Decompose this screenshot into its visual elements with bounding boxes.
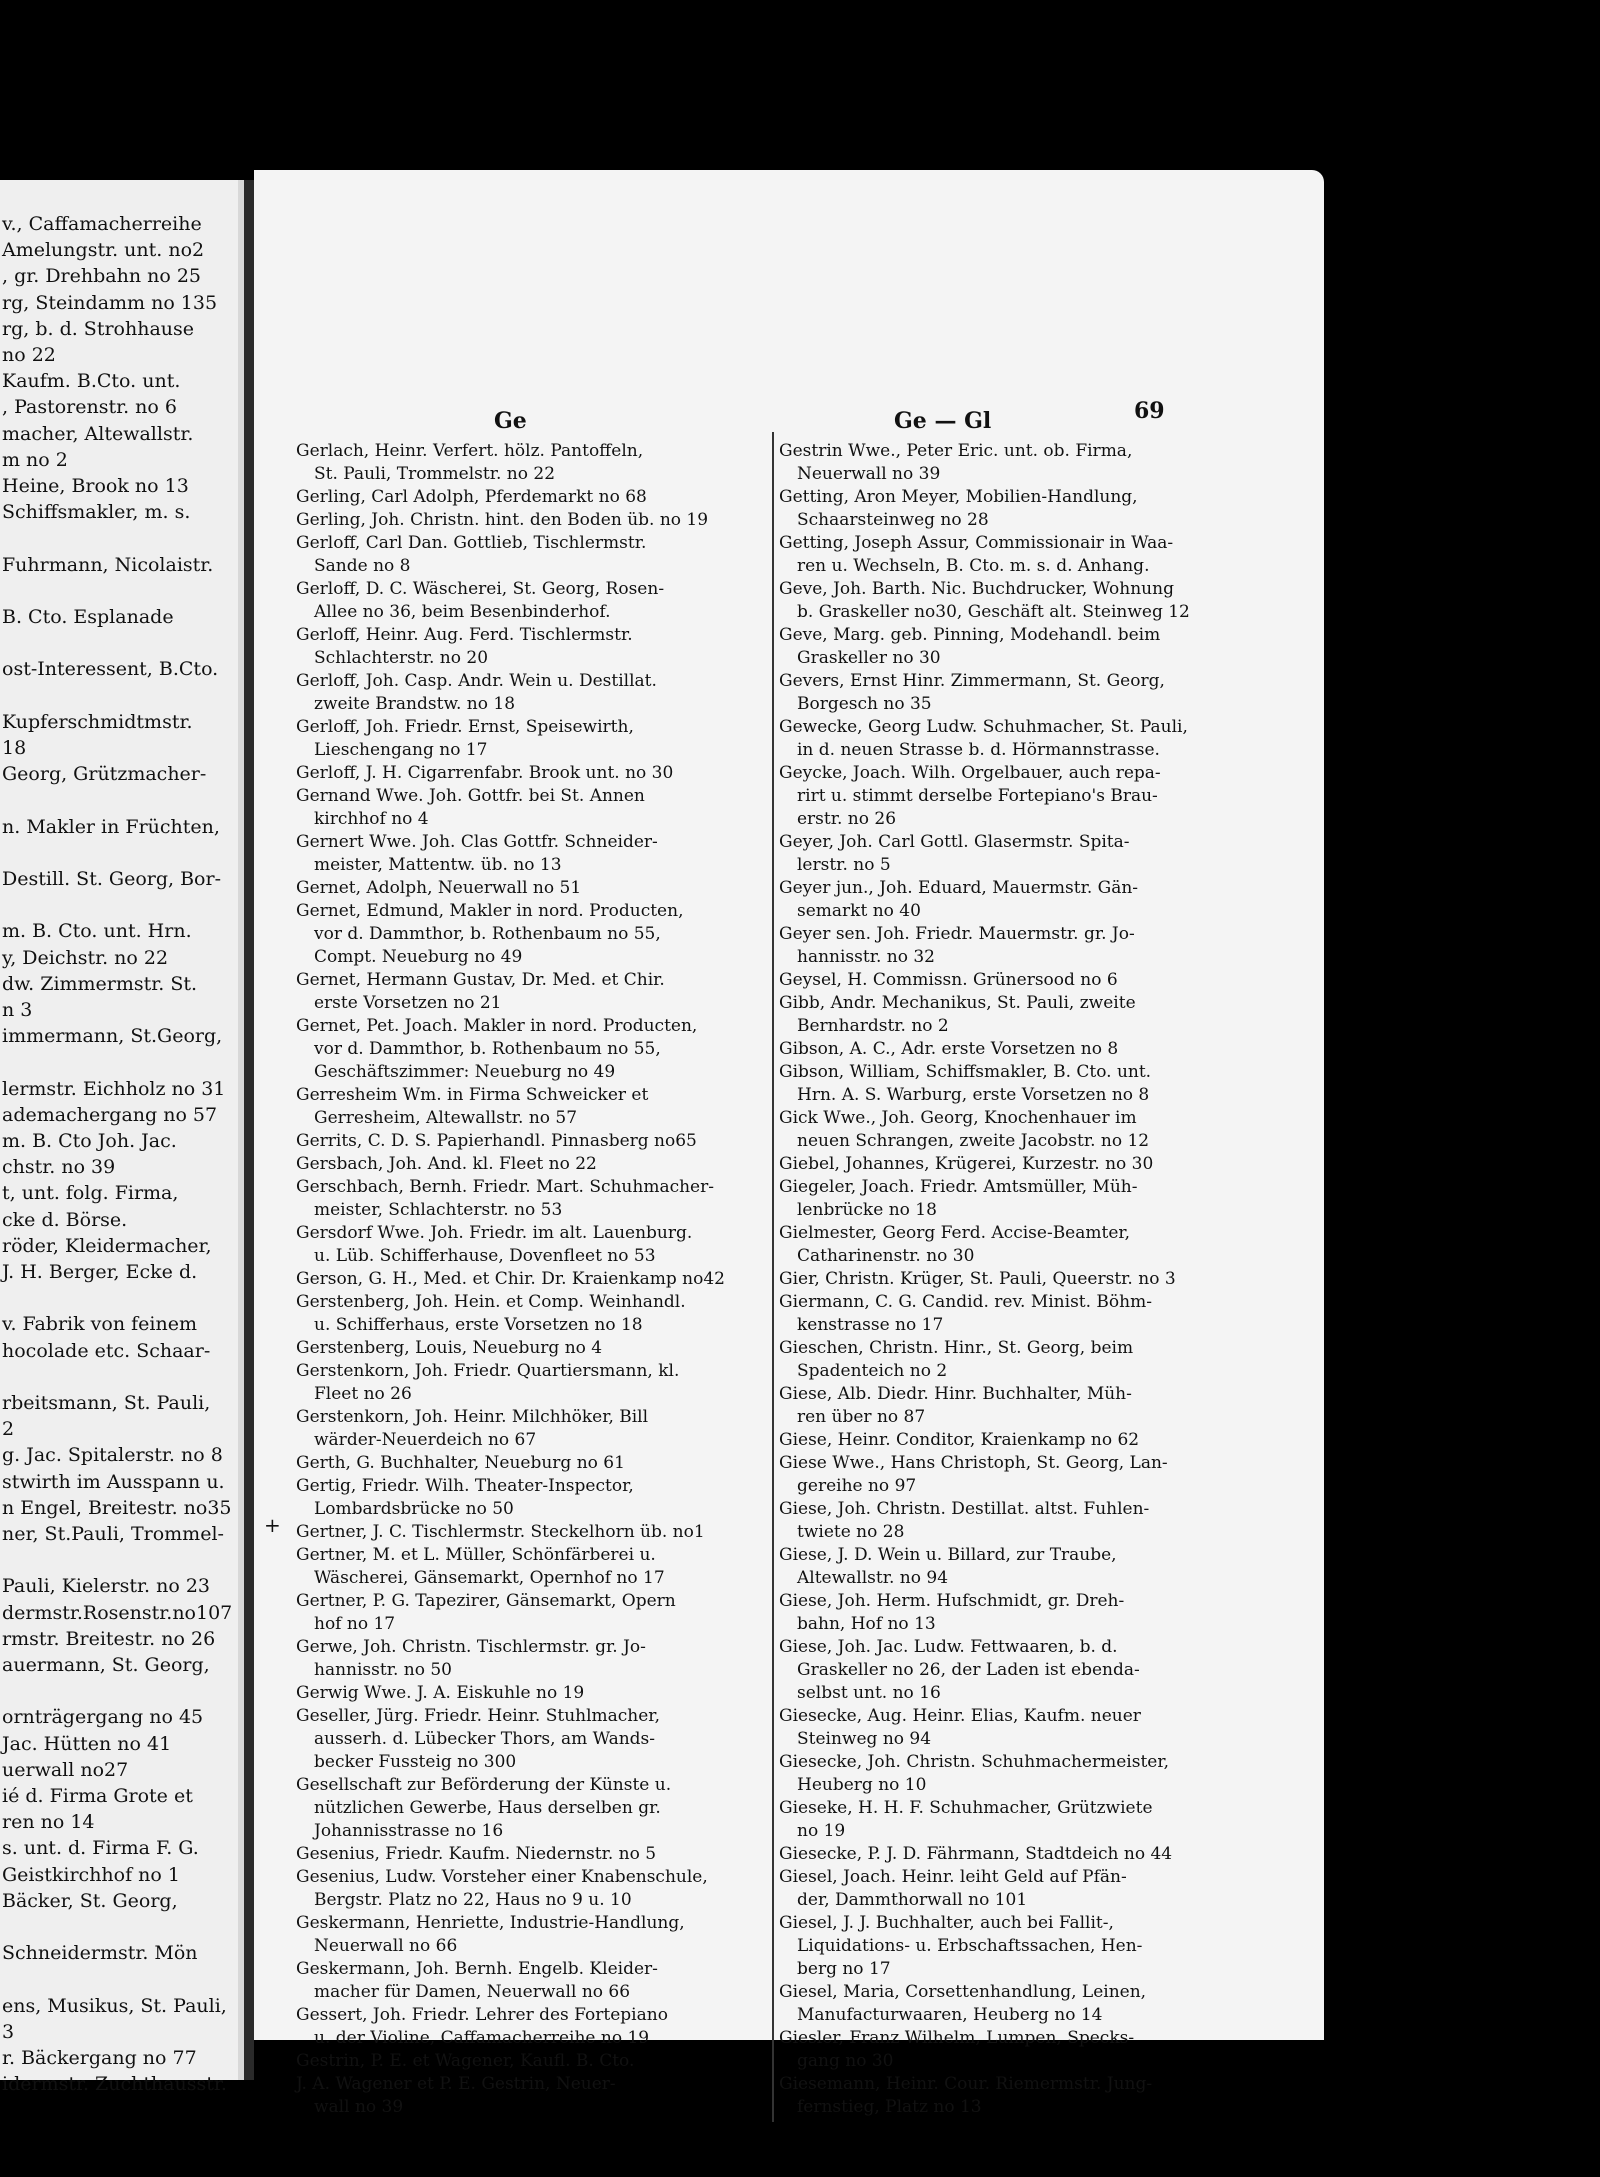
entry-continuation: twiete no 28 (797, 1522, 905, 1542)
directory-entry (779, 1222, 1289, 1268)
left-page-fragment (0, 180, 244, 2096)
entry-name: Gernet, Pet. Joach. Makler in nord. Producten, (296, 1016, 698, 1036)
directory-entry (779, 1843, 1289, 1866)
entry-continuation: Schaarsteinweg no 28 (797, 510, 989, 530)
entry-continuation: nützlichen Gewerbe, Haus derselben gr. (314, 1798, 661, 1818)
left-page-line: ost-Interessent, B.Cto. (2, 658, 219, 681)
entry-continuation: u. Lüb. Schifferhause, Dovenfleet no 53 (314, 1246, 656, 1266)
entry-continuation: Neuerwall no 66 (314, 1936, 458, 1956)
entry-continuation: semarkt no 40 (797, 901, 921, 921)
entry-name: Gibb, Andr. Mechanikus, St. Pauli, zweite (779, 993, 1136, 1013)
directory-entry (296, 532, 766, 578)
entry-name: Geve, Marg. geb. Pinning, Modehandl. beim (779, 625, 1161, 645)
directory-entry (779, 1107, 1289, 1153)
left-page-line: n 3 (2, 999, 33, 1021)
entry-name: Gerling, Joh. Christn. hint. den Boden üb. no 19 (296, 510, 709, 530)
left-page-line: ens, Musikus, St. Pauli, (2, 1994, 227, 2017)
entry-name: Giermann, C. G. Candid. rev. Minist. Böhm- (779, 1292, 1152, 1312)
directory-entry (296, 1452, 766, 1475)
directory-entry (779, 1797, 1289, 1843)
left-page-line: t, unt. folg. Firma, (2, 1182, 179, 1205)
directory-entry (779, 1268, 1289, 1291)
directory-entry (779, 1544, 1289, 1590)
directory-entry (296, 1636, 766, 1682)
entry-name: Gielmester, Georg Ferd. Accise-Beamter, (779, 1223, 1131, 1243)
directory-entry (296, 2050, 766, 2073)
entry-name: Giebel, Johannes, Krügerei, Kurzestr. no 30 (779, 1154, 1154, 1174)
directory-entry (296, 1843, 766, 1866)
entry-name: Gerwe, Joh. Christn. Tischlermstr. gr. Jo- (296, 1637, 646, 1657)
left-page-line: Fuhrmann, Nicolaistr. (2, 553, 214, 576)
left-page-line: n Engel, Breitestr. no35 (2, 1496, 232, 1519)
left-page-line: Schiffsmakler, m. s. (2, 501, 191, 524)
directory-entry (296, 509, 766, 532)
entry-name: Gerth, G. Buchhalter, Neueburg no 61 (296, 1453, 625, 1473)
entry-continuation: St. Pauli, Trommelstr. no 22 (314, 464, 556, 484)
entry-continuation: hannisstr. no 50 (314, 1660, 452, 1680)
entry-continuation: u. der Violine, Caffamacherreihe no 19 (314, 2028, 650, 2048)
directory-entry (296, 969, 766, 1015)
entry-continuation: wall no 39 (314, 2097, 404, 2117)
left-page-line: Georg, Grützmacher- (2, 763, 207, 786)
left-page-line: ademachergang no 57 (2, 1103, 218, 1126)
entry-continuation: ausserh. d. Lübecker Thors, am Wands- (314, 1729, 656, 1749)
entry-continuation: Wäscherei, Gänsemarkt, Opernhof no 17 (314, 1568, 665, 1588)
left-page-line: m. B. Cto Joh. Jac. (2, 1130, 177, 1152)
directory-entry (779, 1383, 1289, 1429)
entry-continuation: macher für Damen, Neuerwall no 66 (314, 1982, 631, 2002)
entry-name: Geve, Joh. Barth. Nic. Buchdrucker, Wohnung (779, 579, 1174, 599)
directory-entry (296, 578, 766, 624)
directory-entry (296, 900, 766, 969)
left-page-line: Kaufm. B.Cto. unt. (2, 370, 181, 393)
entry-name: Giesemann, Heinr. Cour. Riemermstr. Jung- (779, 2074, 1153, 2094)
left-page-line: 3 (2, 2020, 15, 2043)
directory-entry (296, 1130, 766, 1153)
directory-entry (779, 1429, 1289, 1452)
left-page-line: s. unt. d. Firma F. G. (2, 1837, 199, 1860)
left-page-line: ornträgergang no 45 (2, 1706, 204, 1729)
entry-name: Gertner, J. C. Tischlermstr. Steckelhorn üb. no1 (296, 1522, 705, 1542)
directory-entry (779, 578, 1289, 624)
directory-entry (296, 1222, 766, 1268)
column-right (779, 440, 1289, 2119)
entry-name: Gerresheim Wm. in Firma Schweicker et (296, 1085, 649, 1105)
entry-name: Giesel, Maria, Corsettenhandlung, Leinen, (779, 1982, 1147, 2002)
left-page-line: Amelungstr. unt. no2 (2, 239, 205, 262)
directory-entry (296, 1360, 766, 1406)
entry-name: Giesler, Franz Wilhelm, Lumpen, Specks- (779, 2028, 1135, 2048)
entry-name: Giesel, J. J. Buchhalter, auch bei Fallit-, (779, 1913, 1114, 1933)
left-page-line: dermstr.Rosenstr.no107 (2, 1601, 233, 1624)
entry-name: Gerloff, Heinr. Aug. Ferd. Tischlermstr. (296, 625, 633, 645)
entry-name: Gesellschaft zur Beförderung der Künste u. (296, 1775, 672, 1795)
directory-entry (296, 1590, 766, 1636)
entry-continuation: hof no 17 (314, 1614, 396, 1634)
directory-entry (779, 532, 1289, 578)
entry-name: Gerloff, Joh. Casp. Andr. Wein u. Destillat. (296, 671, 657, 691)
entry-continuation: ren u. Wechseln, B. Cto. m. s. d. Anhang. (797, 556, 1150, 576)
entry-continuation: no 19 (797, 1821, 846, 1841)
directory-entry (779, 1590, 1289, 1636)
entry-name: Gersbach, Joh. And. kl. Fleet no 22 (296, 1154, 597, 1174)
entry-name: Gewecke, Georg Ludw. Schuhmacher, St. Pauli, (779, 717, 1188, 737)
entry-continuation: lerstr. no 5 (797, 855, 891, 875)
entry-continuation: Graskeller no 26, der Laden ist ebenda- (797, 1660, 1140, 1680)
entry-name: Gerstenkorn, Joh. Friedr. Quartiersmann, kl. (296, 1361, 680, 1381)
left-page-line: J. H. Berger, Ecke d. (2, 1261, 198, 1283)
entry-name: Geyer sen. Joh. Friedr. Mauermstr. gr. Jo- (779, 924, 1135, 944)
directory-entry (296, 831, 766, 877)
left-page-line: Destill. St. Georg, Bor- (2, 868, 221, 890)
entry-name: Gick Wwe., Joh. Georg, Knochenhauer im (779, 1108, 1137, 1128)
directory-entry (779, 992, 1289, 1038)
entry-name: Geseller, Jürg. Friedr. Heinr. Stuhlmacher, (296, 1706, 660, 1726)
entry-name: Giese Wwe., Hans Christoph, St. Georg, Lan- (779, 1453, 1168, 1473)
entry-name: Gertner, M. et L. Müller, Schönfärberei u. (296, 1545, 656, 1565)
directory-entry (779, 716, 1289, 762)
entry-continuation: gereihe no 97 (797, 1476, 917, 1496)
entry-continuation: Altewallstr. no 94 (797, 1568, 949, 1588)
entry-name: Gernert Wwe. Joh. Clas Gottfr. Schneider- (296, 832, 658, 852)
entry-continuation: Lieschengang no 17 (314, 740, 488, 760)
entry-name: Gertner, P. G. Tapezirer, Gänsemarkt, Opern (296, 1591, 676, 1611)
entry-name: Giese, Joh. Christn. Destillat. altst. Fuhlen- (779, 1499, 1150, 1519)
left-page-line: Jac. Hütten no 41 (2, 1732, 172, 1755)
left-page-line: 18 (2, 737, 27, 759)
entry-continuation: vor d. Dammthor, b. Rothenbaum no 55, (314, 924, 661, 944)
entry-name: Gerrits, C. D. S. Papierhandl. Pinnasberg no65 (296, 1131, 697, 1151)
entry-continuation: rirt u. stimmt derselbe Fortepiano's Brau- (797, 786, 1158, 806)
entry-continuation: becker Fussteig no 300 (314, 1752, 517, 1772)
entry-name: Gibson, William, Schiffsmakler, B. Cto. unt. (779, 1062, 1152, 1082)
entry-continuation: Schlachterstr. no 20 (314, 648, 489, 668)
directory-entry (296, 1337, 766, 1360)
entry-name: Giese, Joh. Herm. Hufschmidt, gr. Dreh- (779, 1591, 1125, 1611)
directory-entry (296, 1544, 766, 1590)
entry-name: Gerstenberg, Louis, Neueburg no 4 (296, 1338, 603, 1358)
entry-continuation: berg no 17 (797, 1959, 891, 1979)
entry-name: Gieschen, Christn. Hinr., St. Georg, beim (779, 1338, 1134, 1358)
directory-entry (779, 877, 1289, 923)
entry-continuation: gang no 30 (797, 2051, 894, 2071)
entry-name: Gerwig Wwe. J. A. Eiskuhle no 19 (296, 1683, 585, 1703)
left-page-line: auermann, St. Georg, (2, 1654, 210, 1676)
directory-entry (296, 1176, 766, 1222)
entry-continuation: Allee no 36, beim Besenbinderhof. (314, 602, 611, 622)
entry-name: Gerloff, Joh. Friedr. Ernst, Speisewirth, (296, 717, 634, 737)
directory-entry (779, 1705, 1289, 1751)
directory-entry (779, 1751, 1289, 1797)
directory-entry (779, 1912, 1289, 1981)
entry-name: Giese, Joh. Jac. Ludw. Fettwaaren, b. d. (779, 1637, 1118, 1657)
directory-entry (779, 923, 1289, 969)
entry-name: Giese, Heinr. Conditor, Kraienkamp no 62 (779, 1430, 1140, 1450)
directory-entry (296, 1084, 766, 1130)
entry-name: Gestrin Wwe., Peter Eric. unt. ob. Firma, (779, 441, 1133, 461)
entry-continuation: b. Graskeller no30, Geschäft alt. Steinweg 12 (797, 602, 1190, 622)
entry-name: Gerschbach, Bernh. Friedr. Mart. Schuhmacher- (296, 1177, 714, 1197)
entry-name: Geyer, Joh. Carl Gottl. Glasermstr. Spita- (779, 832, 1130, 852)
entry-name: Geycke, Joach. Wilh. Orgelbauer, auch repa- (779, 763, 1161, 783)
entry-name: Gernand Wwe. Joh. Gottfr. bei St. Annen (296, 786, 645, 806)
left-page-line: Kupferschmidtmstr. (2, 710, 193, 733)
entry-continuation: Hrn. A. S. Warburg, erste Vorsetzen no 8 (797, 1085, 1150, 1105)
entry-name: Geysel, H. Commissn. Grünersood no 6 (779, 970, 1118, 990)
entry-name: Gernet, Hermann Gustav, Dr. Med. et Chir. (296, 970, 665, 990)
directory-entry (296, 670, 766, 716)
entry-name: Gerson, G. H., Med. et Chir. Dr. Kraienkamp no42 (296, 1269, 725, 1289)
directory-entry (779, 1291, 1289, 1337)
directory-entry (779, 670, 1289, 716)
entry-continuation: fernstieg, Platz no 13 (797, 2097, 982, 2117)
running-head-left: Ge (494, 408, 527, 434)
entry-name: Gerstenkorn, Joh. Heinr. Milchhöker, Bill (296, 1407, 649, 1427)
entry-continuation: Neuerwall no 39 (797, 464, 941, 484)
entry-name: Gernet, Adolph, Neuerwall no 51 (296, 878, 582, 898)
entry-continuation: Graskeller no 30 (797, 648, 941, 668)
entry-continuation: selbst unt. no 16 (797, 1683, 941, 1703)
entry-continuation: hannisstr. no 32 (797, 947, 935, 967)
entry-continuation: Heuberg no 10 (797, 1775, 927, 1795)
entry-continuation: Bergstr. Platz no 22, Haus no 9 u. 10 (314, 1890, 632, 1910)
entry-continuation: Steinweg no 94 (797, 1729, 932, 1749)
directory-entry (779, 831, 1289, 877)
directory-entry (779, 1636, 1289, 1705)
entry-continuation: erste Vorsetzen no 21 (314, 993, 502, 1013)
entry-continuation: Spadenteich no 2 (797, 1361, 948, 1381)
directory-entry (296, 486, 766, 509)
directory-entry (779, 2073, 1289, 2119)
directory-entry (296, 762, 766, 785)
directory-entry (296, 1866, 766, 1912)
entry-name: Giese, J. D. Wein u. Billard, zur Traube, (779, 1545, 1117, 1565)
entry-name: Gertig, Friedr. Wilh. Theater-Inspector, (296, 1476, 634, 1496)
left-page-line: rg, b. d. Strohhause (2, 317, 195, 340)
left-page-line: macher, Altewallstr. (2, 422, 194, 445)
entry-continuation: Liquidations- u. Erbschaftssachen, Hen- (797, 1936, 1143, 1956)
entry-name: Gerlach, Heinr. Verfert. hölz. Pantoffeln, (296, 441, 644, 461)
directory-entry (779, 486, 1289, 532)
entry-name: Gerloff, J. H. Cigarrenfabr. Brook unt. no 30 (296, 763, 674, 783)
left-page-line: rbeitsmann, St. Pauli, (2, 1392, 211, 1414)
entry-continuation: Gerresheim, Altewallstr. no 57 (314, 1108, 578, 1128)
entry-continuation: Manufacturwaaren, Heuberg no 14 (797, 2005, 1103, 2025)
running-head-right: Ge — Gl (894, 408, 992, 434)
directory-entry (779, 1498, 1289, 1544)
entry-continuation: vor d. Dammthor, b. Rothenbaum no 55, (314, 1039, 661, 1059)
left-page-line: ren no 14 (2, 1811, 95, 1834)
entry-name: Gevers, Ernst Hinr. Zimmermann, St. Georg, (779, 671, 1165, 691)
entry-name: Giesecke, P. J. D. Fährmann, Stadtdeich no 44 (779, 1844, 1173, 1864)
directory-entry (296, 1958, 766, 2004)
directory-entry (296, 1912, 766, 1958)
directory-entry (296, 1774, 766, 1843)
entry-continuation: wärder-Neuerdeich no 67 (314, 1430, 537, 1450)
directory-entry (296, 1291, 766, 1337)
directory-entry (296, 785, 766, 831)
directory-entry (296, 624, 766, 670)
book-spine (244, 180, 254, 2080)
entry-continuation: zweite Brandstw. no 18 (314, 694, 516, 714)
entry-name: Gestrin, P. E. et Wagener, Kaufl. B. Cto. (296, 2051, 635, 2071)
entry-name: Giesecke, Aug. Heinr. Elias, Kaufm. neuer (779, 1706, 1141, 1726)
entry-name: Gerloff, D. C. Wäscherei, St. Georg, Rosen- (296, 579, 665, 599)
directory-entry (296, 1475, 766, 1521)
directory-entry (296, 440, 766, 486)
left-page-line: Bäcker, St. Georg, (2, 1889, 178, 1912)
left-page-line: ié d. Firma Grote et (2, 1785, 193, 1807)
left-page-line: immermann, St.Georg, (2, 1025, 223, 1048)
margin-cross-mark: + (264, 1513, 281, 1537)
entry-name: Gier, Christn. Krüger, St. Pauli, Queerstr. no 3 (779, 1269, 1176, 1289)
left-page-line: g. Jac. Spitalerstr. no 8 (2, 1444, 223, 1467)
entry-continuation: Catharinenstr. no 30 (797, 1246, 975, 1266)
page-number: 69 (1134, 398, 1165, 424)
entry-name: Gerstenberg, Joh. Hein. et Comp. Weinhandl. (296, 1292, 686, 1312)
entry-name: Giesel, Joach. Heinr. leiht Geld auf Pfän- (779, 1867, 1127, 1887)
entry-continuation: der, Dammthorwall no 101 (797, 1890, 1028, 1910)
entry-continuation: Sande no 8 (314, 556, 411, 576)
entry-name: Gieseke, H. H. F. Schuhmacher, Grützwiete (779, 1798, 1153, 1818)
directory-entry (296, 1406, 766, 1452)
entry-continuation: u. Schifferhaus, erste Vorsetzen no 18 (314, 1315, 643, 1335)
directory-entry (296, 1268, 766, 1291)
entry-name: Gesenius, Ludw. Vorsteher einer Knabenschule, (296, 1867, 708, 1887)
left-page-line: m. B. Cto. unt. Hrn. (2, 920, 192, 943)
left-page-line: lermstr. Eichholz no 31 (2, 1077, 226, 1100)
entry-continuation: erstr. no 26 (797, 809, 897, 829)
entry-name: Gersdorf Wwe. Joh. Friedr. im alt. Lauenburg. (296, 1223, 693, 1243)
column-left (296, 440, 766, 2119)
directory-entry (296, 1153, 766, 1176)
entry-name: Gerling, Carl Adolph, Pferdemarkt no 68 (296, 487, 647, 507)
directory-entry (779, 1866, 1289, 1912)
entry-name: Giese, Alb. Diedr. Hinr. Buchhalter, Müh- (779, 1384, 1132, 1404)
entry-name: Geskermann, Henriette, Industrie-Handlung, (296, 1913, 685, 1933)
left-page-line: n. Makler in Früchten, (2, 815, 220, 838)
entry-continuation: lenbrücke no 18 (797, 1200, 937, 1220)
entry-continuation: bahn, Hof no 13 (797, 1614, 936, 1634)
left-page-line: y, Deichstr. no 22 (2, 946, 169, 969)
entry-continuation: meister, Mattentw. üb. no 13 (314, 855, 562, 875)
left-page-line: cke d. Börse. (2, 1208, 128, 1231)
directory-entry (779, 1153, 1289, 1176)
entry-continuation: Johannisstrasse no 16 (314, 1821, 504, 1841)
entry-name: Giesecke, Joh. Christn. Schuhmachermeister, (779, 1752, 1170, 1772)
left-page-line: Schneidermstr. Mön (2, 1942, 198, 1965)
entry-continuation: Geschäftszimmer: Neueburg no 49 (314, 1062, 616, 1082)
entry-continuation: kirchhof no 4 (314, 809, 429, 829)
directory-entry (296, 2004, 766, 2050)
entry-continuation: Bernhardstr. no 2 (797, 1016, 949, 1036)
directory-entry (779, 1176, 1289, 1222)
left-page-line: rmstr. Breitestr. no 26 (2, 1627, 216, 1650)
left-page-line: , Pastorenstr. no 6 (2, 396, 177, 419)
left-page-line: Heine, Brook no 13 (2, 475, 189, 497)
column-rule (772, 432, 774, 2122)
directory-entry (296, 1521, 766, 1544)
left-page-line: uerwall no27 (2, 1758, 129, 1781)
directory-entry (779, 624, 1289, 670)
entry-name: Geyer jun., Joh. Eduard, Mauermstr. Gän- (779, 878, 1139, 898)
left-page-line: dw. Zimmermstr. St. (2, 972, 198, 995)
directory-entry (296, 877, 766, 900)
entry-continuation: Borgesch no 35 (797, 694, 932, 714)
entry-continuation: Compt. Neueburg no 49 (314, 947, 523, 967)
entry-continuation: in d. neuen Strasse b. d. Hörmannstrasse. (797, 740, 1160, 760)
left-page-line: chstr. no 39 (2, 1156, 116, 1179)
directory-entry (779, 1452, 1289, 1498)
directory-entry (779, 1981, 1289, 2027)
directory-entry (779, 2027, 1289, 2073)
entry-continuation: neuen Schrangen, zweite Jacobstr. no 12 (797, 1131, 1150, 1151)
left-page-line: r. Bäckergang no 77 (2, 2047, 197, 2069)
directory-entry (779, 969, 1289, 992)
directory-entry (296, 1015, 766, 1084)
entry-continuation: kenstrasse no 17 (797, 1315, 944, 1335)
entry-continuation: Fleet no 26 (314, 1384, 412, 1404)
entry-name: Getting, Aron Meyer, Mobilien-Handlung, (779, 487, 1138, 507)
directory-entry (779, 762, 1289, 831)
directory-entry (296, 1682, 766, 1705)
entry-name: Getting, Joseph Assur, Commissionair in Waa- (779, 533, 1174, 553)
left-page-line: röder, Kleidermacher, (2, 1234, 212, 1257)
left-page-line: Pauli, Kielerstr. no 23 (2, 1575, 210, 1598)
left-page-line: stwirth im Ausspann u. (2, 1470, 225, 1493)
directory-entry (779, 1061, 1289, 1107)
left-page-line: v. Fabrik von feinem (2, 1313, 197, 1336)
entry-name: Gernet, Edmund, Makler in nord. Producten, (296, 901, 684, 921)
left-page-line: , gr. Drehbahn no 25 (2, 265, 202, 288)
left-page-line: ner, St.Pauli, Trommel- (2, 1523, 224, 1545)
directory-entry (296, 1705, 766, 1774)
directory-page (254, 170, 1324, 2117)
left-page-line: idermstr. Zuchthausstr. (2, 2073, 227, 2096)
directory-entry (296, 2073, 766, 2119)
entry-name: J. A. Wagener et P. E. Gestrin, Neuer- (296, 2074, 616, 2094)
left-page-line: v., Caffamacherreihe (2, 213, 202, 235)
left-page-line: m no 2 (2, 448, 68, 471)
left-page-line: B. Cto. Esplanade (2, 606, 174, 628)
directory-entry (779, 1337, 1289, 1383)
entry-name: Giegeler, Joach. Friedr. Amtsmüller, Müh- (779, 1177, 1138, 1197)
entry-continuation: ren über no 87 (797, 1407, 926, 1427)
entry-name: Gibson, A. C., Adr. erste Vorsetzen no 8 (779, 1039, 1119, 1059)
left-page-line: hocolade etc. Schaar- (2, 1339, 211, 1362)
entry-continuation: Lombardsbrücke no 50 (314, 1499, 514, 1519)
left-page-line: no 22 (2, 344, 56, 366)
left-page-line: rg, Steindamm no 135 (2, 291, 218, 314)
left-page-line: Geistkirchhof no 1 (2, 1863, 180, 1886)
entry-name: Gerloff, Carl Dan. Gottlieb, Tischlermstr. (296, 533, 647, 553)
directory-entry (779, 1038, 1289, 1061)
directory-entry (779, 440, 1289, 486)
entry-continuation: meister, Schlachterstr. no 53 (314, 1200, 563, 1220)
entry-name: Geskermann, Joh. Bernh. Engelb. Kleider- (296, 1959, 658, 1979)
entry-name: Gessert, Joh. Friedr. Lehrer des Fortepiano (296, 2005, 668, 2025)
entry-name: Gesenius, Friedr. Kaufm. Niedernstr. no 5 (296, 1844, 657, 1864)
directory-entry (296, 716, 766, 762)
left-page-line: 2 (2, 1418, 15, 1441)
